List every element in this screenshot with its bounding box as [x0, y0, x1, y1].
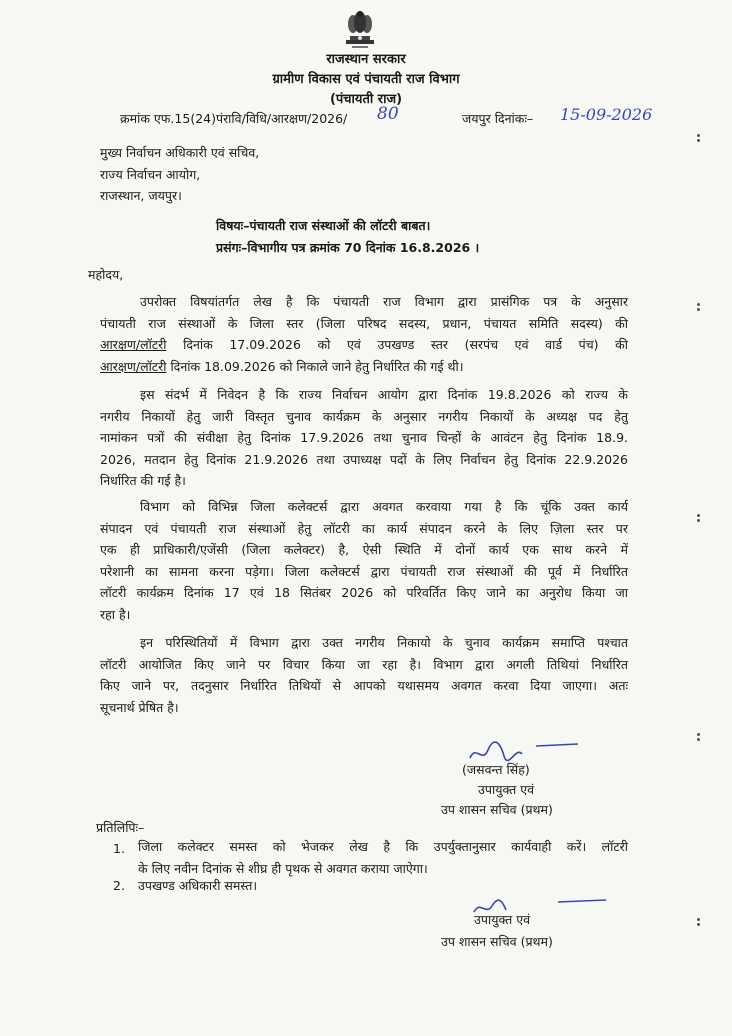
- margin-mark: [697, 134, 700, 137]
- margin-mark: [697, 923, 700, 926]
- header-department: ग्रामीण विकास एवं पंचायती राज विभाग: [272, 72, 460, 87]
- para4-line-3: किए जाने पर, तदनुसार निर्धारित तिथियों से आपको यथासमय अवगत करवा दिया जाएगा। अतः: [100, 678, 628, 693]
- copy-item-1-number: 1.: [113, 841, 125, 856]
- margin-mark: [697, 738, 700, 741]
- reservation-lottery-term: आरक्षण/लॉटरी: [100, 358, 167, 374]
- paragraph-2: [100, 384, 628, 492]
- margin-mark: [697, 733, 700, 736]
- margin-mark: [697, 303, 700, 306]
- copy-item-1: [138, 836, 628, 879]
- reservation-lottery-term: आरक्षण/लॉटरी: [100, 337, 167, 352]
- signatory-title-1: उपायुक्त एवं: [478, 782, 535, 797]
- header-subdepartment: (पंचायती राज): [329, 92, 403, 107]
- paragraph-4: [100, 632, 628, 718]
- signatory-name: (जसवन्त सिंह): [462, 762, 530, 777]
- para2-line-2: नगरीय निकायों हेतु जारी विस्तृत चुनाव कार्यक्रम के अनुसार नगरीय निकायों के अध्यक्ष पद हेतु: [100, 408, 628, 424]
- para3-line-1: विभाग को विभिन्न जिला कलेक्टर्स द्वारा अवगत करवाया गया है कि चूंकि उक्त कार्य: [140, 499, 628, 514]
- subject-line: विषयः–पंचायती राज संस्थाओं की लॉटरी बाबत।: [216, 218, 431, 233]
- paragraph-1: [100, 291, 628, 377]
- para1-line-2: पंचायती राज संस्थाओं के जिला स्तर (जिला परिषद सदस्य, प्रधान, पंचायत समिति सदस्य) की: [100, 315, 628, 331]
- signatory-title-2: उप शासन सचिव (प्रथम): [441, 802, 553, 817]
- margin-mark: [697, 519, 700, 522]
- para3-line-6: रहा है।: [100, 606, 131, 622]
- date-label: जयपुर दिनांकः–: [462, 111, 534, 126]
- handwritten-number: 80: [377, 104, 399, 124]
- handwritten-date: 15-09-2026: [560, 105, 653, 124]
- reference-line: प्रसंगः–विभागीय पत्र क्रमांक 70 दिनांक 16.8.2026 ।: [216, 240, 480, 255]
- margin-mark: [697, 139, 700, 142]
- para2-line-4: 2026, मतदान हेतु दिनांक 21.9.2026 तथा उपाध्यक्ष पदों के लिए निर्वाचन हेतु दिनांक 22.9.2026: [100, 451, 628, 467]
- addressee-line-2: राज्य निर्वाचन आयोग,: [100, 167, 201, 182]
- para2-line-1: इस संदर्भ में निवेदन है कि राज्य निर्वाचन आयोग द्वारा दिनांक 19.8.2026 को राज्य के: [140, 387, 628, 402]
- paragraph-3: [100, 496, 628, 625]
- copy-item-2: उपखण्ड अधिकारी समस्त।: [138, 878, 258, 893]
- header-government: राजस्थान सरकार: [326, 52, 406, 67]
- para2-line-5: निर्धारित की गई है।: [100, 473, 186, 488]
- signatory2-title-2: उप शासन सचिव (प्रथम): [441, 934, 553, 949]
- addressee-line-1: मुख्य निर्वाचन अधिकारी एवं सचिव,: [100, 145, 260, 160]
- para1-line-3: आरक्षण/लॉटरी दिनांक 17.09.2026 को एवं उपखण्ड स्तर (सरपंच एवं वार्ड पंच) की: [100, 337, 628, 352]
- para1-line-1: उपरोक्त विषयांतर्गत लेख है कि पंचायती राज विभाग द्वारा प्रासंगिक पत्र के अनुसार: [140, 294, 628, 309]
- reference-number: क्रमांक एफ.15(24)पंरावि/विधि/आरक्षण/2026/: [120, 111, 348, 126]
- para1-line-4: आरक्षण/लॉटरी दिनांक 18.09.2026 को निकाले जाने हेतु निर्धारित की गई थी।: [100, 358, 464, 374]
- state-emblem-icon: [340, 6, 380, 50]
- para3-line-4: परेशानी का सामना करना पड़ेगा। जिला कलेक्टर्स द्वारा पंचायती राज संस्थाओं की पूर्व में निर्धारित: [100, 563, 628, 579]
- para3-line-5: लॉटरी कार्यक्रम दिनांक 17 एवं 18 सितंबर 2026 को परिवर्तित किए जाने का अनुरोध किया जा: [100, 585, 628, 600]
- para4-line-2: लॉटरी आयोजित किए जाने पर विचार किया जा रहा है। विभाग द्वारा अगली तिथियां निर्धारित: [100, 656, 628, 672]
- margin-mark: [697, 514, 700, 517]
- para3-line-3: एक ही प्राधिकारी/एजेंसी (जिला कलेक्टर) है, ऐसी स्थिति में दोनों कार्य एक साथ करने में: [100, 542, 628, 557]
- signatory2-title-1: उपायुक्त एवं: [474, 912, 531, 927]
- para4-line-1: इन परिस्थितियों में विभाग द्वारा उक्त नगरीय निकायो के चुनाव कार्यक्रम समाप्ति पश्चात: [140, 635, 628, 650]
- margin-mark: [697, 308, 700, 311]
- margin-mark: [697, 918, 700, 921]
- para3-line-2: संपादन एवं पंचायती राज संस्थाओं हेतु लॉटरी का कार्य संपादन करने के लिए ज़िला स्तर पर: [100, 520, 628, 536]
- para4-line-4: सूचनार्थ प्रेषित है।: [100, 699, 179, 715]
- copy-label: प्रतिलिपिः–: [96, 820, 145, 835]
- para2-line-3: नामांकन पत्रों की संवीक्षा हेतु दिनांक 17.9.2026 तथा चुनाव चिन्हों के आवंटन हेतु दिनांक 18.9.: [100, 430, 628, 445]
- copy-item-1-line-1: जिला कलेक्टर समस्त को भेजकर लेख है कि उपर्युक्तानुसार कार्यवाही करें। लॉटरी: [138, 839, 628, 854]
- salutation: महोदय,: [88, 267, 124, 282]
- copy-item-1-line-2: के लिए नवीन दिनांक से शीघ्र ही पृथक से अवगत कराया जाऐगा।: [138, 860, 428, 876]
- addressee-line-3: राजस्थान, जयपुर।: [100, 188, 182, 203]
- copy-item-2-number: 2.: [113, 878, 125, 893]
